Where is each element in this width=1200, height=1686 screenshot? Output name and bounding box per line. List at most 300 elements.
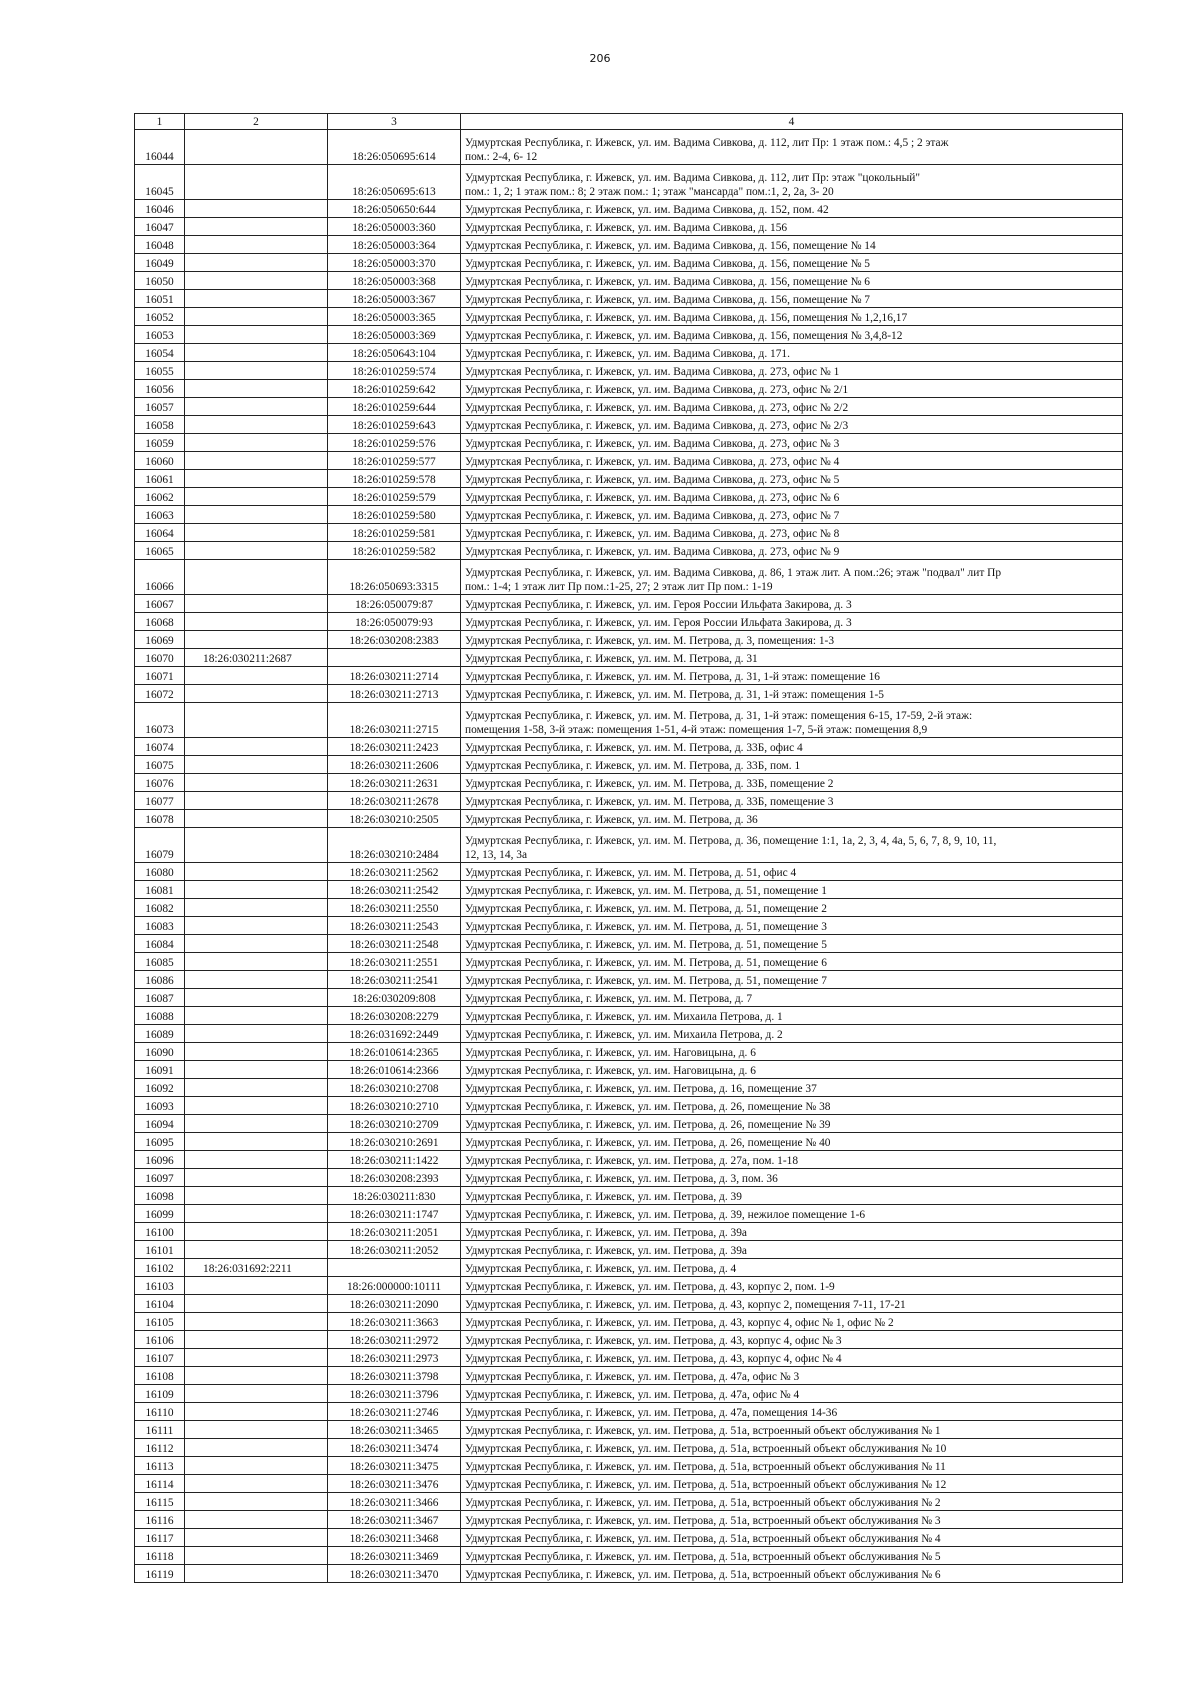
address-line: Удмуртская Республика, г. Ижевск, ул. им. М. Петрова, д. 36 [465,814,758,826]
cadastral-number-cell [185,881,328,899]
row-number-cell: 16084 [135,935,185,953]
row-number-cell: 16062 [135,488,185,506]
row-number-cell: 16056 [135,380,185,398]
table-row [135,899,1123,917]
cadastral-number-cell: 18:26:050650:644 [328,200,461,218]
address-line: Удмуртская Республика, г. Ижевск, ул. им. Вадима Сивкова, д. 156, помещение № 7 [465,294,870,306]
row-number-cell: 16093 [135,1097,185,1115]
table-row [135,1349,1123,1367]
table-row [135,308,1123,326]
cadastral-number-cell [185,344,328,362]
table-row [135,1367,1123,1385]
table-body [135,130,1123,1583]
address-cell [461,1115,1123,1133]
row-number-cell: 16104 [135,1295,185,1313]
table-row [135,1259,1123,1277]
cadastral-number-cell: 18:26:030211:2972 [328,1331,461,1349]
address-line: Удмуртская Республика, г. Ижевск, ул. им. Вадима Сивкова, д. 273, офис № 8 [465,528,840,540]
row-number-cell: 16050 [135,272,185,290]
cadastral-number-cell: 18:26:030211:2051 [328,1223,461,1241]
address-cell [461,380,1123,398]
address-cell [461,1295,1123,1313]
row-number-cell: 16077 [135,792,185,810]
table-row [135,1115,1123,1133]
cadastral-number-cell [185,1241,328,1259]
column-header-2: 2 [185,114,328,130]
cadastral-number-cell [185,971,328,989]
address-line: Удмуртская Республика, г. Ижевск, ул. им. Вадима Сивкова, д. 171. [465,348,790,360]
cadastral-number-cell [185,828,328,863]
table-row [135,1025,1123,1043]
table-row [135,506,1123,524]
row-number-cell: 16100 [135,1223,185,1241]
address-line: Удмуртская Республика, г. Ижевск, ул. им. Вадима Сивкова, д. 273, офис № 6 [465,492,840,504]
table-row [135,1205,1123,1223]
address-line: Удмуртская Республика, г. Ижевск, ул. им. Вадима Сивкова, д. 273, офис № 9 [465,546,840,558]
table-row [135,218,1123,236]
cadastral-number-cell [185,595,328,613]
row-number-cell: 16099 [135,1205,185,1223]
address-cell [461,434,1123,452]
table-row [135,488,1123,506]
cadastral-number-cell: 18:26:010259:579 [328,488,461,506]
address-line: Удмуртская Республика, г. Ижевск, ул. им. Петрова, д. 47а, офис № 4 [465,1389,800,1401]
row-number-cell: 16111 [135,1421,185,1439]
row-number-cell: 16119 [135,1565,185,1583]
row-number-cell: 16074 [135,738,185,756]
cadastral-number-cell [185,1511,328,1529]
address-line: Удмуртская Республика, г. Ижевск, ул. им. Вадима Сивкова, д. 156, помещения № 3,4,8-12 [465,330,903,342]
table-row [135,326,1123,344]
row-number-cell: 16091 [135,1061,185,1079]
cadastral-number-cell: 18:26:030211:2687 [185,649,328,667]
table-row [135,398,1123,416]
row-number-cell: 16092 [135,1079,185,1097]
cadastral-number-cell: 18:26:050643:104 [328,344,461,362]
address-cell [461,1097,1123,1115]
row-number-cell: 16046 [135,200,185,218]
cadastral-number-cell: 18:26:030211:2746 [328,1403,461,1421]
cadastral-number-cell [185,613,328,631]
table-row [135,236,1123,254]
address-line: Удмуртская Республика, г. Ижевск, ул. им. Вадима Сивкова, д. 156, помещения № 1,2,16,17 [465,312,908,324]
address-line: Удмуртская Республика, г. Ижевск, ул. им. Петрова, д. 26, помещение № 39 [465,1119,831,1131]
address-cell [461,200,1123,218]
table-row [135,881,1123,899]
address-line: Удмуртская Республика, г. Ижевск, ул. им. Вадима Сивкова, д. 156, помещение № 14 [465,240,876,252]
cadastral-number-cell: 18:26:050079:93 [328,613,461,631]
address-line: Удмуртская Республика, г. Ижевск, ул. им. М. Петрова, д. 51, помещение 6 [465,957,827,969]
cadastral-number-cell [185,1295,328,1313]
table-row [135,667,1123,685]
address-cell [461,130,1123,165]
row-number-cell: 16057 [135,398,185,416]
address-cell [461,1169,1123,1187]
cadastral-number-cell [185,416,328,434]
table-row [135,1565,1123,1583]
cadastral-number-cell: 18:26:030211:2562 [328,863,461,881]
page-number: 206 [589,52,611,65]
column-header-3: 3 [328,114,461,130]
cadastral-number-cell [185,308,328,326]
cadastral-number-cell [185,1115,328,1133]
address-cell [461,254,1123,272]
cadastral-number-cell [185,1493,328,1511]
cadastral-number-cell: 18:26:030211:3476 [328,1475,461,1493]
address-line: Удмуртская Республика, г. Ижевск, ул. им. М. Петрова, д. 51, офис 4 [465,867,797,879]
cadastral-number-cell: 18:26:030210:2691 [328,1133,461,1151]
cadastral-number-cell [185,506,328,524]
row-number-cell: 16073 [135,703,185,738]
cadastral-number-cell: 18:26:050695:613 [328,165,461,200]
cadastral-number-cell [185,1025,328,1043]
address-cell [461,470,1123,488]
row-number-cell: 16108 [135,1367,185,1385]
address-cell [461,649,1123,667]
table-row [135,703,1123,738]
cadastral-number-cell [328,649,461,667]
row-number-cell: 16059 [135,434,185,452]
address-line: Удмуртская Республика, г. Ижевск, ул. им. М. Петрова, д. 36, помещение 1:1, 1а, 2, 3, 4, 4а, 5, 6, 7, 8, 9, 10, 11, [465,835,997,847]
address-line: Удмуртская Республика, г. Ижевск, ул. им. М. Петрова, д. 31 [465,653,758,665]
table-row [135,452,1123,470]
table-row [135,1133,1123,1151]
cadastral-number-cell: 18:26:030211:2543 [328,917,461,935]
address-cell [461,756,1123,774]
address-line: Удмуртская Республика, г. Ижевск, ул. им. Петрова, д. 3, пом. 36 [465,1173,778,1185]
cadastral-number-cell: 18:26:010259:643 [328,416,461,434]
address-cell [461,1043,1123,1061]
address-cell [461,935,1123,953]
cadastral-number-cell: 18:26:030211:3468 [328,1529,461,1547]
row-number-cell: 16075 [135,756,185,774]
table-row [135,631,1123,649]
address-line: Удмуртская Республика, г. Ижевск, ул. им. Петрова, д. 27а, пом. 1-18 [465,1155,799,1167]
cadastral-number-cell: 18:26:010259:577 [328,452,461,470]
address-line: Удмуртская Республика, г. Ижевск, ул. им. Вадима Сивкова, д. 156 [465,222,788,234]
cadastral-number-cell: 18:26:030211:2548 [328,935,461,953]
address-cell [461,1529,1123,1547]
table-row [135,1097,1123,1115]
table-row [135,542,1123,560]
table-row [135,685,1123,703]
address-line: Удмуртская Республика, г. Ижевск, ул. им. Героя России Ильфата Закирова, д. 3 [465,599,852,611]
row-number-cell: 16105 [135,1313,185,1331]
address-cell [461,667,1123,685]
table-row [135,1475,1123,1493]
cadastral-number-cell [185,1097,328,1115]
cadastral-number-cell: 18:26:030211:3663 [328,1313,461,1331]
table-header [135,114,1123,130]
address-cell [461,1007,1123,1025]
address-cell [461,1223,1123,1241]
cadastral-number-cell: 18:26:030210:2708 [328,1079,461,1097]
address-line: Удмуртская Республика, г. Ижевск, ул. им. Петрова, д. 51а, встроенный объект обслуживания № 11 [465,1461,946,1473]
address-line: Удмуртская Республика, г. Ижевск, ул. им. Петрова, д. 26, помещение № 40 [465,1137,831,1149]
cadastral-number-cell [185,1205,328,1223]
row-number-cell: 16090 [135,1043,185,1061]
row-number-cell: 16044 [135,130,185,165]
cadastral-number-cell [185,1007,328,1025]
cadastral-number-cell [185,326,328,344]
table-row [135,560,1123,595]
row-number-cell: 16072 [135,685,185,703]
cadastral-number-cell [185,1151,328,1169]
table-row [135,416,1123,434]
address-line: Удмуртская Республика, г. Ижевск, ул. им. Петрова, д. 39 [465,1191,742,1203]
address-line: Удмуртская Республика, г. Ижевск, ул. им. Вадима Сивкова, д. 152, пом. 42 [465,204,829,216]
cadastral-number-cell [185,130,328,165]
row-number-cell: 16061 [135,470,185,488]
address-line: Удмуртская Республика, г. Ижевск, ул. им. Наговицына, д. 6 [465,1047,756,1059]
cadastral-number-cell: 18:26:030211:3475 [328,1457,461,1475]
header-row [135,114,1123,130]
cadastral-number-cell: 18:26:030211:3798 [328,1367,461,1385]
cadastral-number-cell: 18:26:030211:3470 [328,1565,461,1583]
address-line: Удмуртская Республика, г. Ижевск, ул. им. Петрова, д. 39, нежилое помещение 1-6 [465,1209,866,1221]
address-cell [461,1457,1123,1475]
cadastral-number-cell [185,1133,328,1151]
cadastral-number-cell [185,1187,328,1205]
table-row [135,1421,1123,1439]
cadastral-number-cell: 18:26:030211:1422 [328,1151,461,1169]
cadastral-number-cell [185,899,328,917]
table-row [135,935,1123,953]
row-number-cell: 16063 [135,506,185,524]
address-line: Удмуртская Республика, г. Ижевск, ул. им. Вадима Сивкова, д. 273, офис № 7 [465,510,840,522]
cadastral-number-cell: 18:26:030211:3796 [328,1385,461,1403]
address-cell [461,1349,1123,1367]
address-cell [461,326,1123,344]
address-cell [461,613,1123,631]
address-cell [461,1151,1123,1169]
address-cell [461,810,1123,828]
row-number-cell: 16116 [135,1511,185,1529]
address-cell [461,1313,1123,1331]
table-row [135,1385,1123,1403]
table-row [135,756,1123,774]
cadastral-number-cell [185,200,328,218]
row-number-cell: 16107 [135,1349,185,1367]
address-line: Удмуртская Республика, г. Ижевск, ул. им. Петрова, д. 43, корпус 2, помещения 7-11, 17-21 [465,1299,906,1311]
row-number-cell: 16103 [135,1277,185,1295]
address-cell [461,792,1123,810]
cadastral-number-cell: 18:26:010259:576 [328,434,461,452]
table-row [135,254,1123,272]
cadastral-number-cell: 18:26:030211:3474 [328,1439,461,1457]
cadastral-number-cell: 18:26:030211:3469 [328,1547,461,1565]
cadastral-number-cell [185,1277,328,1295]
cadastral-number-cell [185,542,328,560]
cadastral-number-cell [185,434,328,452]
address-cell [461,1241,1123,1259]
table-row [135,524,1123,542]
row-number-cell: 16112 [135,1439,185,1457]
address-line: помещения 1-58, 3-й этаж: помещения 1-51, 4-й этаж: помещения 1-7, 5-й этаж: помещения 8,9 [465,724,928,736]
cadastral-number-cell: 18:26:050079:87 [328,595,461,613]
address-cell [461,524,1123,542]
address-line: Удмуртская Республика, г. Ижевск, ул. им. М. Петрова, д. 3, помещения: 1-3 [465,635,835,647]
address-line: Удмуртская Республика, г. Ижевск, ул. им. М. Петрова, д. 31, 1-й этаж: помещения 1-5 [465,689,884,701]
cadastral-number-cell [185,1385,328,1403]
cadastral-number-cell: 18:26:030208:2279 [328,1007,461,1025]
address-cell [461,1367,1123,1385]
row-number-cell: 16071 [135,667,185,685]
cadastral-number-cell: 18:26:050003:370 [328,254,461,272]
table-row [135,1511,1123,1529]
address-cell [461,1565,1123,1583]
address-line: Удмуртская Республика, г. Ижевск, ул. им. Петрова, д. 39а [465,1227,747,1239]
table-row [135,792,1123,810]
address-line: Удмуртская Республика, г. Ижевск, ул. им. М. Петрова, д. 33Б, помещение 3 [465,796,834,808]
address-line: Удмуртская Республика, г. Ижевск, ул. им. Петрова, д. 51а, встроенный объект обслуживания № 4 [465,1533,941,1545]
table-row [135,130,1123,165]
cadastral-number-cell [185,1349,328,1367]
address-line: Удмуртская Республика, г. Ижевск, ул. им. М. Петрова, д. 33Б, помещение 2 [465,778,834,790]
cadastral-number-cell [185,1529,328,1547]
cadastral-number-cell: 18:26:030211:2714 [328,667,461,685]
cadastral-number-cell: 18:26:030210:2709 [328,1115,461,1133]
address-cell [461,703,1123,738]
row-number-cell: 16095 [135,1133,185,1151]
address-cell [461,1547,1123,1565]
cadastral-number-cell [185,935,328,953]
address-cell [461,953,1123,971]
address-cell [461,971,1123,989]
column-header-1: 1 [135,114,185,130]
address-cell [461,542,1123,560]
address-cell [461,989,1123,1007]
address-line: Удмуртская Республика, г. Ижевск, ул. им. М. Петрова, д. 51, помещение 1 [465,885,827,897]
table-row [135,1439,1123,1457]
address-cell [461,272,1123,290]
cadastral-number-cell: 18:26:050003:369 [328,326,461,344]
address-cell [461,1259,1123,1277]
address-line: Удмуртская Республика, г. Ижевск, ул. им. М. Петрова, д. 33Б, офис 4 [465,742,803,754]
address-line: Удмуртская Республика, г. Ижевск, ул. им. Вадима Сивкова, д. 273, офис № 1 [465,366,840,378]
address-cell [461,774,1123,792]
address-line: Удмуртская Республика, г. Ижевск, ул. им. Вадима Сивкова, д. 156, помещение № 5 [465,258,870,270]
address-cell [461,1493,1123,1511]
row-number-cell: 16098 [135,1187,185,1205]
address-cell [461,917,1123,935]
address-line: Удмуртская Республика, г. Ижевск, ул. им. Петрова, д. 4 [465,1263,737,1275]
cadastral-number-cell [185,254,328,272]
address-line: Удмуртская Республика, г. Ижевск, ул. им. Вадима Сивкова, д. 273, офис № 3 [465,438,840,450]
row-number-cell: 16096 [135,1151,185,1169]
row-number-cell: 16055 [135,362,185,380]
table-row [135,810,1123,828]
cadastral-number-cell [185,1223,328,1241]
table-row [135,1457,1123,1475]
address-line: Удмуртская Республика, г. Ижевск, ул. им. Петрова, д. 47а, помещения 14-36 [465,1407,838,1419]
cadastral-number-cell [185,488,328,506]
address-line: Удмуртская Республика, г. Ижевск, ул. им. М. Петрова, д. 31, 1-й этаж: помещения 6-15, 17-59, 2-й этаж: [465,710,973,722]
cadastral-number-cell [185,524,328,542]
cadastral-number-cell: 18:26:030211:2715 [328,703,461,738]
address-line: Удмуртская Республика, г. Ижевск, ул. им. Петрова, д. 51а, встроенный объект обслуживания № 3 [465,1515,941,1527]
cadastral-number-cell: 18:26:000000:10111 [328,1277,461,1295]
table-row [135,828,1123,863]
address-cell [461,1421,1123,1439]
row-number-cell: 16054 [135,344,185,362]
cadastral-number-cell: 18:26:030211:2631 [328,774,461,792]
cadastral-number-cell [185,953,328,971]
address-line: Удмуртская Республика, г. Ижевск, ул. им. Петрова, д. 51а, встроенный объект обслуживания № 6 [465,1569,941,1581]
row-number-cell: 16117 [135,1529,185,1547]
table-row [135,434,1123,452]
address-line: Удмуртская Республика, г. Ижевск, ул. им. Вадима Сивкова, д. 273, офис № 2/2 [465,402,849,414]
table-row [135,1547,1123,1565]
row-number-cell: 16078 [135,810,185,828]
cadastral-number-cell: 18:26:030211:2973 [328,1349,461,1367]
address-cell [461,1439,1123,1457]
cadastral-number-cell: 18:26:030211:3466 [328,1493,461,1511]
address-cell [461,1061,1123,1079]
address-line: Удмуртская Республика, г. Ижевск, ул. им. М. Петрова, д. 51, помещение 3 [465,921,827,933]
cadastral-number-cell: 18:26:030210:2484 [328,828,461,863]
address-line: 12, 13, 14, 3а [465,849,528,861]
table-row [135,1313,1123,1331]
table-row [135,1223,1123,1241]
table-row [135,362,1123,380]
cadastral-number-cell: 18:26:050003:368 [328,272,461,290]
cadastral-number-cell: 18:26:010259:581 [328,524,461,542]
address-cell [461,165,1123,200]
cadastral-number-cell: 18:26:030211:2423 [328,738,461,756]
row-number-cell: 16076 [135,774,185,792]
table-row [135,344,1123,362]
row-number-cell: 16066 [135,560,185,595]
row-number-cell: 16049 [135,254,185,272]
table-row [135,200,1123,218]
cadastral-number-cell [185,1061,328,1079]
table-row [135,1187,1123,1205]
cadastral-number-cell: 18:26:010259:580 [328,506,461,524]
cadastral-number-cell: 18:26:010259:582 [328,542,461,560]
address-line: Удмуртская Республика, г. Ижевск, ул. им. Петрова, д. 39а [465,1245,747,1257]
address-cell [461,1385,1123,1403]
cadastral-number-cell [328,1259,461,1277]
address-line: Удмуртская Республика, г. Ижевск, ул. им. М. Петрова, д. 7 [465,993,753,1005]
cadastral-number-cell [185,703,328,738]
cadastral-number-cell: 18:26:030211:2541 [328,971,461,989]
address-cell [461,738,1123,756]
address-cell [461,899,1123,917]
table-row [135,1241,1123,1259]
address-cell [461,308,1123,326]
cadastral-number-cell: 18:26:050693:3315 [328,560,461,595]
cadastral-number-cell [185,792,328,810]
cadastral-number-cell [185,1169,328,1187]
table-row [135,1169,1123,1187]
cadastral-number-cell: 18:26:030208:2393 [328,1169,461,1187]
address-cell [461,828,1123,863]
row-number-cell: 16113 [135,1457,185,1475]
cadastral-number-cell: 18:26:030211:830 [328,1187,461,1205]
row-number-cell: 16083 [135,917,185,935]
cadastral-number-cell: 18:26:031692:2211 [185,1259,328,1277]
cadastral-number-cell: 18:26:030208:2383 [328,631,461,649]
table-row [135,1493,1123,1511]
address-cell [461,1205,1123,1223]
address-cell [461,595,1123,613]
row-number-cell: 16068 [135,613,185,631]
address-line: Удмуртская Республика, г. Ижевск, ул. им. М. Петрова, д. 51, помещение 2 [465,903,827,915]
cadastral-number-cell: 18:26:030210:2505 [328,810,461,828]
row-number-cell: 16094 [135,1115,185,1133]
cadastral-number-cell [185,774,328,792]
